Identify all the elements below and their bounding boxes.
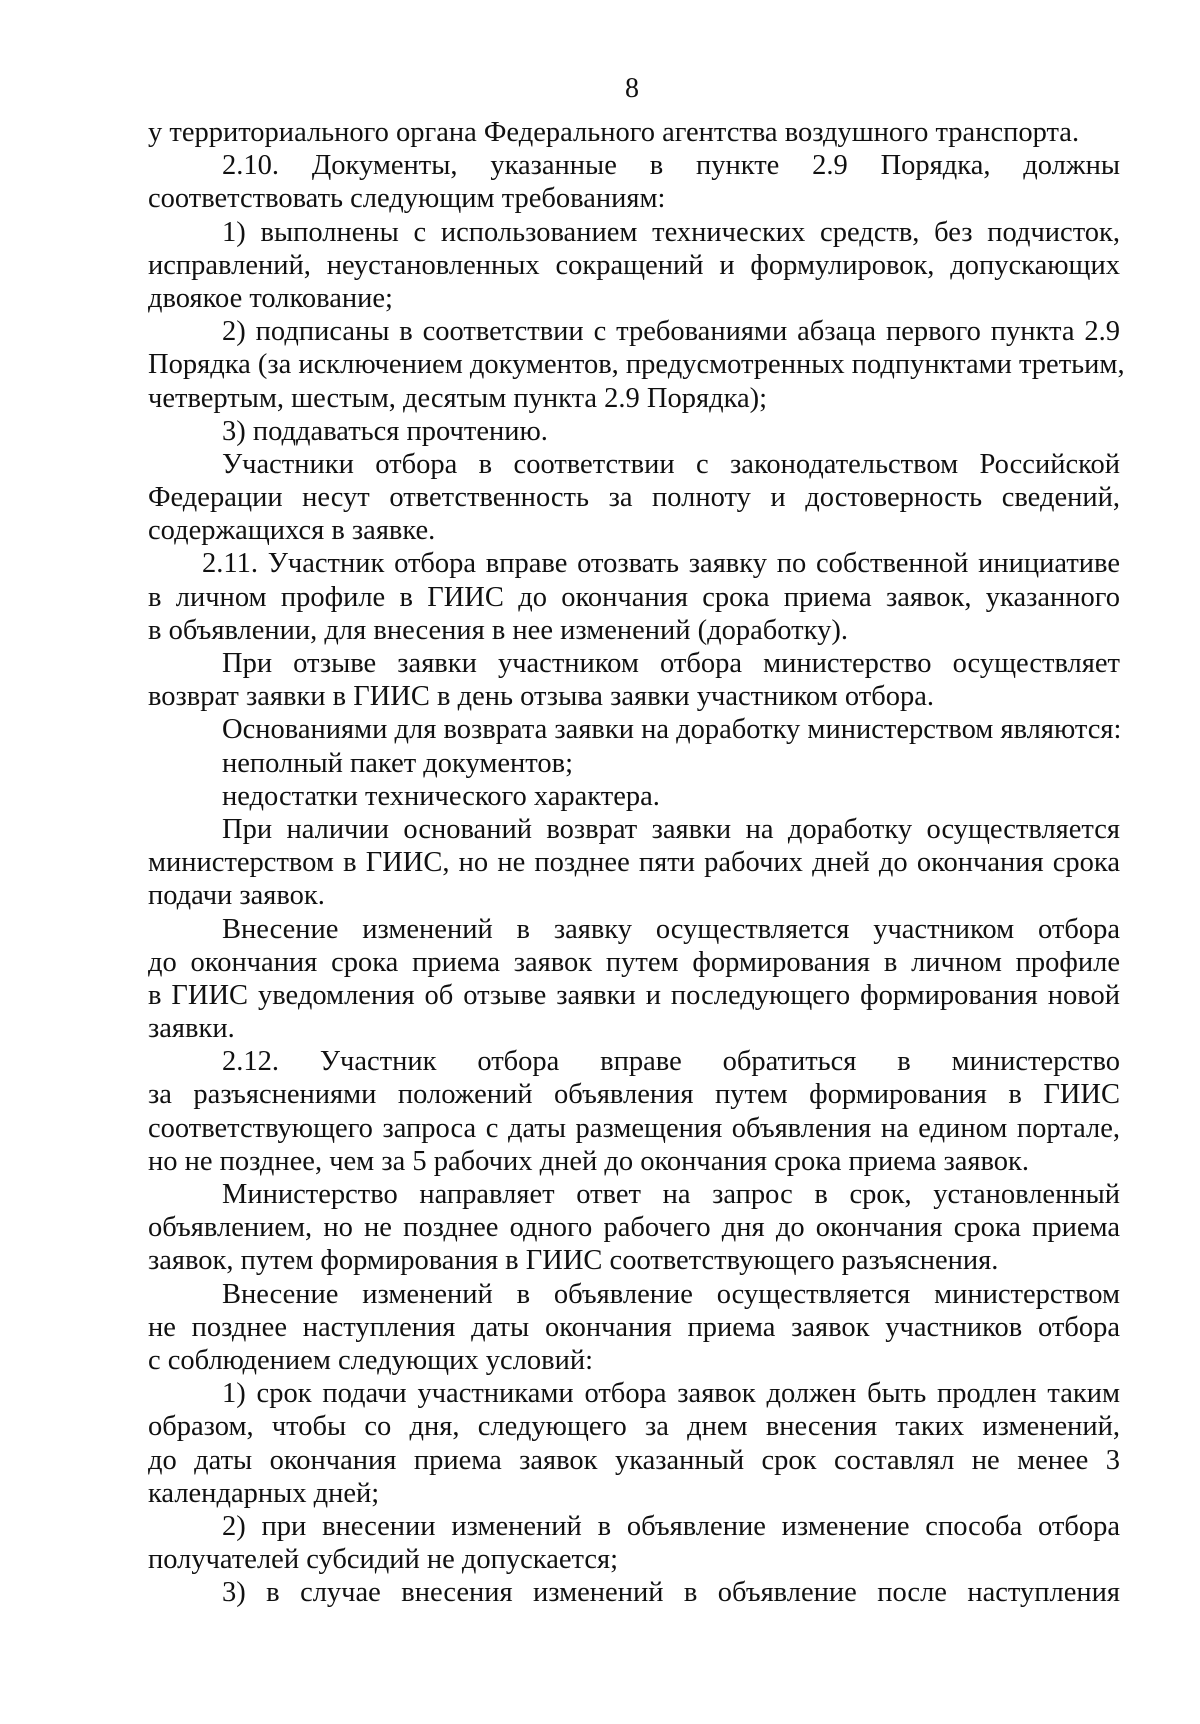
text-line: за разъяснениями положений объявления путем формирования в ГИИС — [148, 1079, 1120, 1111]
document-body — [148, 116, 1125, 1609]
text-line: объявлением, но не позднее одного рабочего дня до окончания срока приема — [148, 1212, 1120, 1244]
text-line: неполный пакет документов; — [222, 747, 574, 779]
text-line: не позднее наступления даты окончания приема заявок участников отбора — [148, 1311, 1120, 1343]
text-line: до окончания срока приема заявок путем формирования в личном профиле — [148, 946, 1120, 978]
text-line: четвертым, шестым, десятым пункта 2.9 Порядка); — [148, 382, 768, 414]
text-line: Участники отбора в соответствии с законодательством Российской — [222, 448, 1120, 480]
text-line: соответствующего запроса с даты размещения объявления на едином портале, — [148, 1112, 1120, 1144]
text-line: получателей субсидий не допускается; — [148, 1544, 618, 1576]
text-line: в личном профиле в ГИИС до окончания срока приема заявок, указанного — [148, 581, 1120, 613]
text-line: 2.12. Участник отбора вправе обратиться в министерство — [222, 1046, 1120, 1078]
text-line: но не позднее, чем за 5 рабочих дней до окончания срока приема заявок. — [148, 1145, 1030, 1177]
text-line: министерством в ГИИС, но не позднее пяти рабочих дней до окончания срока — [148, 847, 1120, 879]
text-line: Порядка (за исключением документов, предусмотренных подпунктами третьим, — [148, 349, 1125, 381]
text-line: 2) подписаны в соответствии с требованиями абзаца первого пункта 2.9 — [222, 316, 1120, 348]
text-line: 3) в случае внесения изменений в объявление после наступления — [222, 1577, 1120, 1609]
text-line: 2.10. Документы, указанные в пункте 2.9 Порядка, должны — [222, 150, 1120, 182]
text-line: Федерации несут ответственность за полноту и достоверность сведений, — [148, 482, 1120, 514]
text-line: соответствовать следующим требованиям: — [148, 183, 666, 215]
text-line: 2.11. Участник отбора вправе отозвать заявку по собственной инициативе — [202, 548, 1120, 580]
text-line: в объявлении, для внесения в нее изменений (доработку). — [148, 614, 848, 646]
text-line: содержащихся в заявке. — [148, 515, 436, 547]
text-line: Основаниями для возврата заявки на доработку министерством являются: — [222, 714, 1122, 746]
text-line: в ГИИС уведомления об отзыве заявки и последующего формирования новой — [148, 979, 1120, 1011]
text-line: двоякое толкование; — [148, 282, 393, 314]
text-line: Внесение изменений в объявление осуществляется министерством — [222, 1278, 1120, 1310]
text-line: 2) при внесении изменений в объявление изменение способа отбора — [222, 1510, 1120, 1542]
text-line: При отзыве заявки участником отбора министерство осуществляет — [222, 648, 1120, 679]
text-line: 1) выполнены с использованием технических средств, без подчисток, — [222, 216, 1120, 248]
text-line: заявки. — [148, 1013, 235, 1045]
page-number: 8 — [625, 73, 639, 104]
text-line: При наличии оснований возврат заявки на доработку осуществляется — [222, 813, 1120, 845]
text-line: недостатки технического характера. — [222, 780, 660, 812]
text-line: до даты окончания приема заявок указанный срок составлял не менее 3 — [148, 1444, 1120, 1476]
text-line: подачи заявок. — [148, 880, 325, 912]
text-line: 1) срок подачи участниками отбора заявок должен быть продлен таким — [222, 1378, 1120, 1410]
text-line: возврат заявки в ГИИС в день отзыва заявки участником отбора. — [148, 681, 934, 713]
text-line: календарных дней; — [148, 1477, 380, 1509]
text-line: образом, чтобы со дня, следующего за днем внесения таких изменений, — [148, 1411, 1120, 1443]
text-line: с соблюдением следующих условий: — [148, 1344, 594, 1376]
text-line: Внесение изменений в заявку осуществляется участником отбора — [222, 913, 1120, 945]
text-line: 3) поддаваться прочтению. — [222, 415, 548, 447]
text-line: у территориального органа Федерального агентства воздушного транспорта. — [148, 117, 1080, 148]
text-line: заявок, путем формирования в ГИИС соответствующего разъяснения. — [148, 1245, 999, 1277]
text-line: Министерство направляет ответ на запрос в срок, установленный — [222, 1179, 1120, 1210]
text-line: исправлений, неустановленных сокращений и формулировок, допускающих — [148, 249, 1120, 281]
